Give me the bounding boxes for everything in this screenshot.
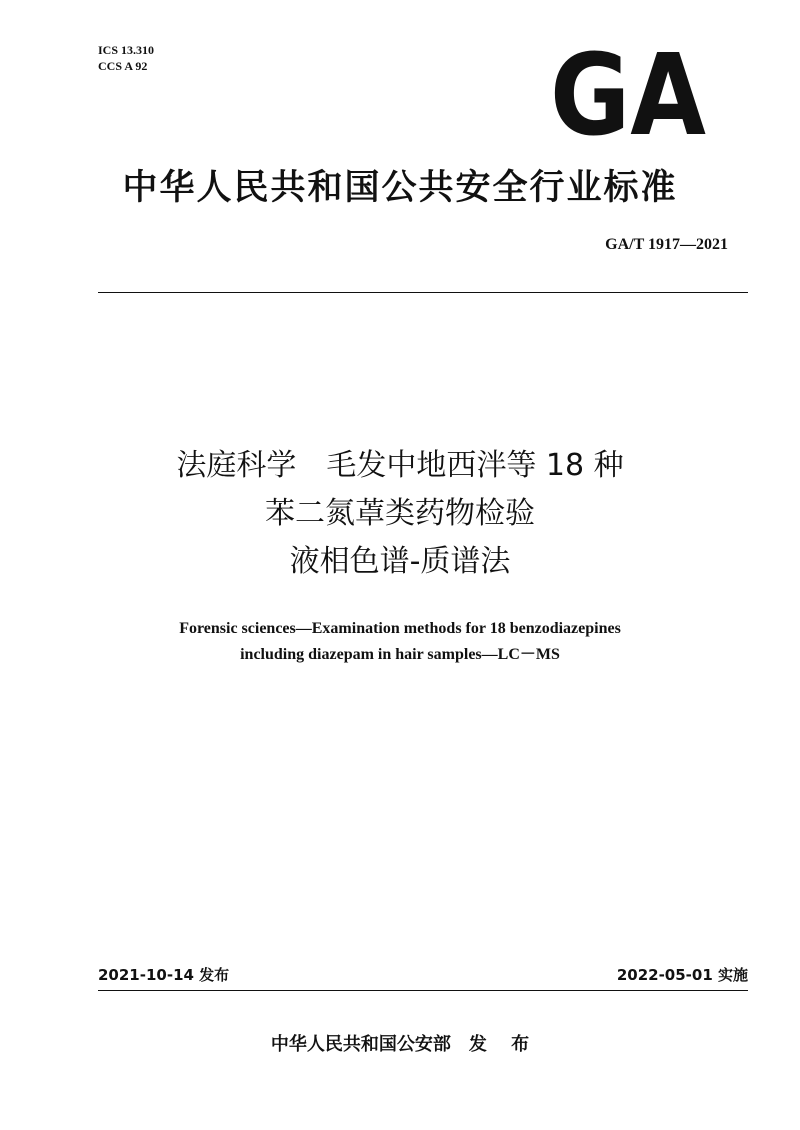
issue-date: 2021-10-14 发布 — [98, 966, 230, 984]
chinese-title-line-2: 苯二氮䓬类药物检验 — [265, 496, 535, 531]
classification-codes — [98, 42, 154, 74]
english-title — [0, 616, 800, 668]
header-divider — [98, 292, 748, 293]
ics-code: ICS 13.310 — [98, 43, 155, 57]
chinese-title-line-1: 法庭科学 毛发中地西泮等 18 种 — [176, 448, 624, 483]
ccs-code: CCS A 92 — [98, 59, 148, 73]
chinese-title-line-3: 液相色谱-质谱法 — [289, 544, 511, 579]
organization-title: 中华人民共和国公共安全行业标准 — [122, 168, 678, 208]
implementation-date: 2022-05-01 实施 — [616, 966, 748, 984]
english-title-line-1: Forensic sciences—Examination methods for 18 benzodiazepines — [179, 620, 621, 637]
issuing-authority: 中华人民共和国公安部 发 布 — [270, 1034, 530, 1055]
chinese-title — [0, 442, 800, 586]
standard-number: GA/T 1917—2021 — [605, 236, 728, 253]
ga-logo — [548, 31, 708, 161]
ga-logo-text: GA — [550, 31, 707, 161]
footer-divider — [98, 990, 748, 991]
english-title-line-2: including diazepam in hair samples—LC－MS — [240, 646, 560, 663]
